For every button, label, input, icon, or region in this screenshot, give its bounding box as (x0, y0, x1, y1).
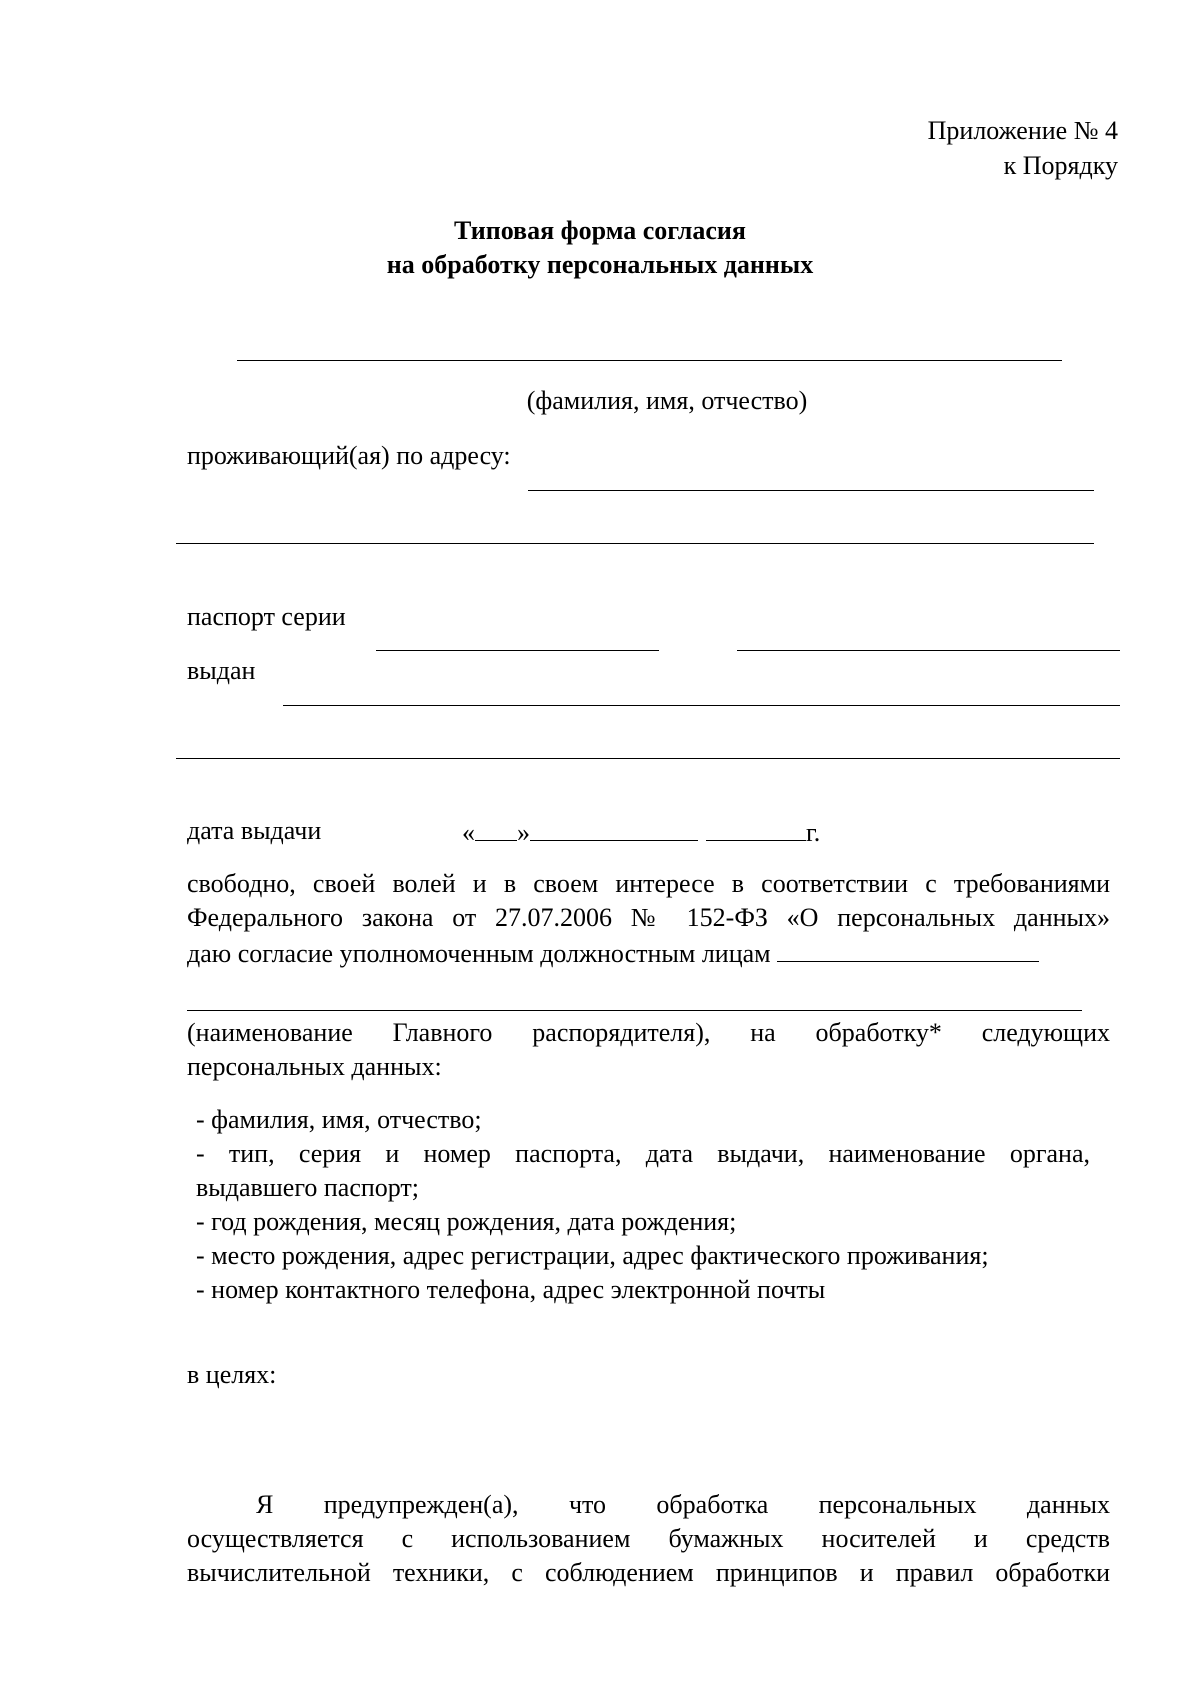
consent-text-line1: свободно, своей волей и в своем интересе в соответствии с требованиями (187, 869, 1110, 898)
consent-text-line4: (наименование Главного распорядителя), на обработку* следующих (187, 1018, 1110, 1047)
issue-day-blank[interactable] (475, 818, 517, 841)
passport-series-label: паспорт серии (187, 602, 346, 631)
warning-text-line2: осуществляется с использованием бумажных носителей и средств (187, 1524, 1110, 1553)
warning-text-line3: вычислительной техники, с соблюдением принципов и правил обработки (187, 1558, 1110, 1587)
warning-text-line1: Я предупрежден(а), что обработка персональных данных (256, 1490, 1110, 1519)
form-title-line2: на обработку персональных данных (386, 250, 814, 279)
passport-number-field[interactable] (737, 650, 1120, 651)
list-item: - место рождения, адрес регистрации, адрес фактического проживания; (196, 1241, 989, 1270)
form-title-line1: Типовая форма согласия (454, 216, 746, 245)
passport-series-field[interactable] (376, 650, 659, 651)
issue-date-label: дата выдачи (187, 816, 322, 845)
consent-text-line2: Федерального закона от 27.07.2006 № 152-ФЗ «О персональных данных» (187, 903, 1110, 932)
purposes-label: в целях: (187, 1360, 277, 1389)
consent-text-line3-label: даю согласие уполномоченным должностным лицам (187, 939, 771, 968)
issued-by-field-line1[interactable] (283, 705, 1120, 706)
full-name-caption: (фамилия, имя, отчество) (526, 386, 808, 415)
list-item: - номер контактного телефона, адрес электронной почты (196, 1275, 826, 1304)
list-item-continuation: выдавшего паспорт; (196, 1173, 420, 1202)
consent-text-line5: персональных данных: (187, 1052, 442, 1081)
list-item: - год рождения, месяц рождения, дата рождения; (196, 1207, 737, 1236)
open-quote: « (462, 818, 475, 847)
full-name-field[interactable] (237, 360, 1062, 361)
address-label: проживающий(ая) по адресу: (187, 441, 511, 470)
issue-year-blank[interactable] (706, 818, 806, 841)
list-item: - фамилия, имя, отчество; (196, 1105, 482, 1134)
issued-by-field-line2[interactable] (176, 758, 1120, 759)
list-item: - тип, серия и номер паспорта, дата выдачи, наименование органа, (196, 1139, 1090, 1168)
appendix-reference: к Порядку (1003, 151, 1118, 180)
authorized-persons-field[interactable] (777, 939, 1039, 962)
administrator-name-field[interactable] (187, 1010, 1082, 1011)
appendix-number: Приложение № 4 (927, 116, 1118, 145)
address-field-line2[interactable] (176, 543, 1094, 544)
issued-by-label: выдан (187, 656, 256, 685)
issue-date-field[interactable] (462, 818, 820, 846)
year-suffix: г. (806, 818, 821, 847)
issue-month-blank[interactable] (530, 818, 698, 841)
address-field-line1[interactable] (528, 490, 1094, 491)
consent-text-line3 (187, 939, 1039, 967)
close-quote: » (517, 818, 530, 847)
